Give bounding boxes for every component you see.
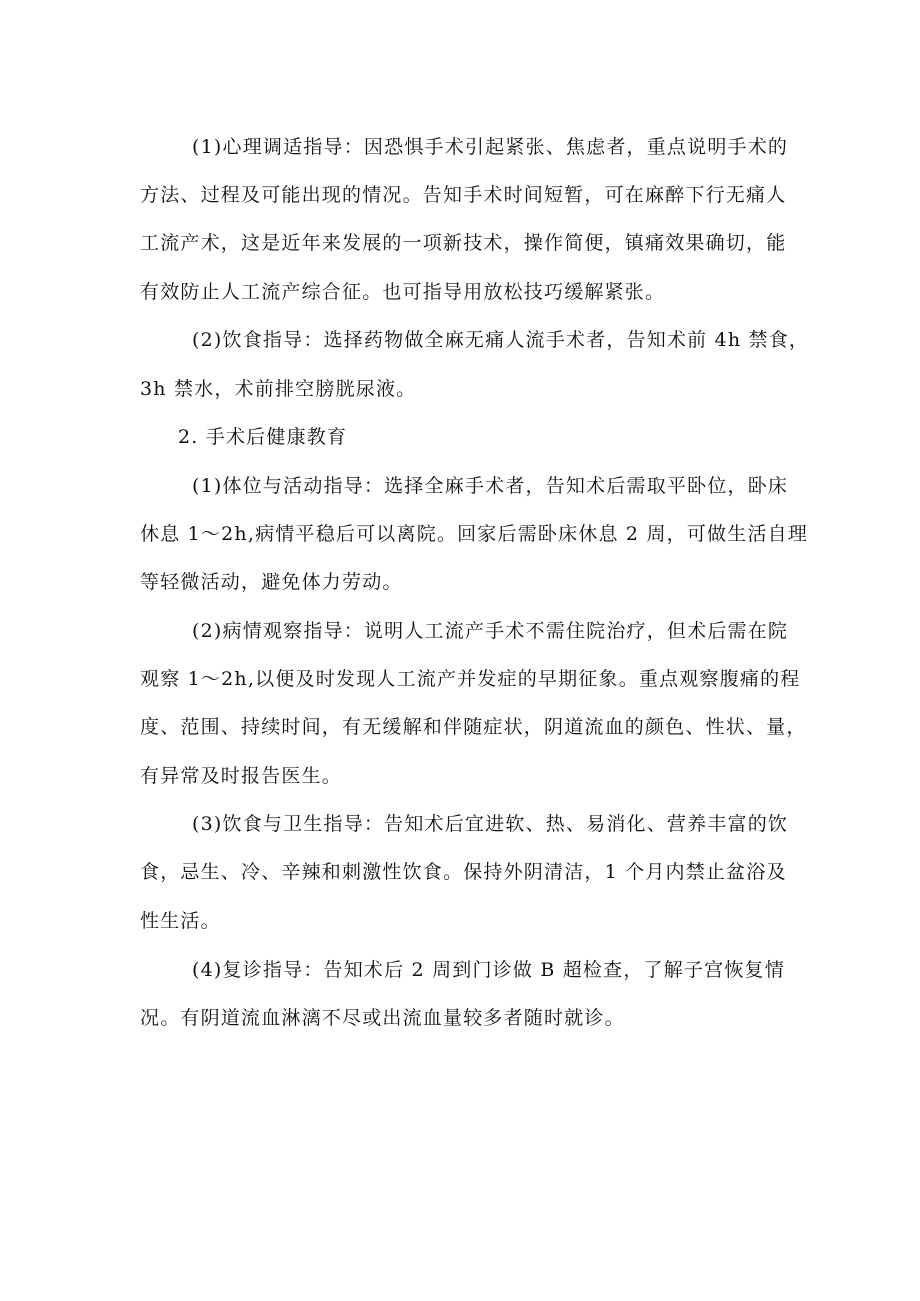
text-line: (2)病情观察指导：说明人工流产手术不需住院治疗，但术后需在院 [192, 620, 789, 642]
text-line: 休息 1～2h,病情平稳后可以离院。回家后需卧床休息 2 周，可做生活自理 [140, 523, 809, 545]
text-line: 3h 禁水，术前排空膀胱尿液。 [140, 378, 417, 400]
section-heading: 2. 手术后健康教育 [178, 426, 348, 448]
text-line: (1)心理调适指导：因恐惧手术引起紧张、焦虑者，重点说明手术的 [192, 136, 789, 158]
text-line: 度、范围、持续时间，有无缓解和伴随症状，阴道流血的颜色、性状、量， [140, 716, 807, 738]
text-line: 况。有阴道流血淋漓不尽或出流血量较多者随时就诊。 [140, 1007, 625, 1029]
text-line: (1)体位与活动指导：选择全麻手术者，告知术后需取平卧位，卧床 [192, 475, 789, 497]
text-line: 方法、过程及可能出现的情况。告知手术时间短暂，可在麻醉下行无痛人 [140, 184, 787, 206]
text-line: 有异常及时报告医生。 [140, 765, 343, 787]
text-line: 观察 1～2h,以便及时发现人工流产并发症的早期征象。重点观察腹痛的程 [140, 668, 801, 690]
text-line: 性生活。 [140, 910, 221, 932]
text-line: (4)复诊指导：告知术后 2 周到门诊做 B 超检查，了解子宫恢复情 [192, 959, 785, 981]
text-line: 等轻微活动，避免体力劳动。 [140, 571, 403, 593]
text-line: (2)饮食指导：选择药物做全麻无痛人流手术者，告知术前 4h 禁食， [192, 329, 810, 351]
text-line: 食，忌生、冷、辛辣和刺激性饮食。保持外阴清洁，1 个月内禁止盆浴及 [140, 861, 787, 883]
text-line: 有效防止人工流产综合征。也可指导用放松技巧缓解紧张。 [140, 281, 666, 303]
text-line: (3)饮食与卫生指导：告知术后宜进软、热、易消化、营养丰富的饮 [192, 813, 789, 835]
text-line: 工流产术，这是近年来发展的一项新技术，操作简便，镇痛效果确切，能 [140, 232, 787, 254]
